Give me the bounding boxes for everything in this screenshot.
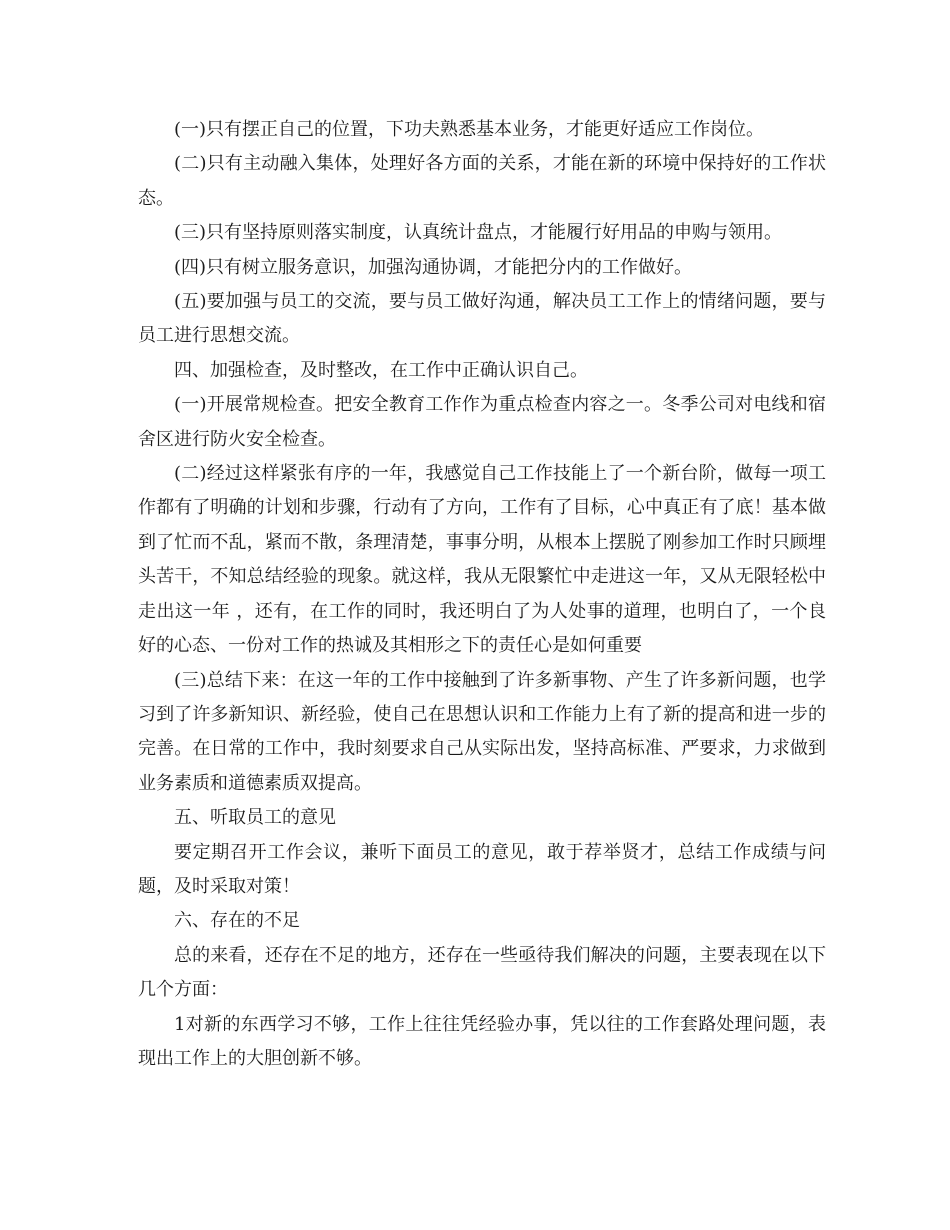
section-heading: 四、加强检查，及时整改，在工作中正确认识自己。 — [174, 359, 588, 381]
section-heading: 六、存在的不足 — [174, 910, 300, 932]
paragraph: (一)开展常规检查。把安全教育工作作为重点检查内容之一。冬季公司对电线和宿舍区进行防火安全检查。 — [138, 394, 826, 450]
paragraph: 1对新的东西学习不够，工作上往往凭经验办事，凭以往的工作套路处理问题，表现出工作上的大胆创新不够。 — [138, 1013, 826, 1069]
paragraph: (三)总结下来：在这一年的工作中接触到了许多新事物、产生了许多新问题，也学习到了许多新知识、新经验，使自己在思想认识和工作能力上有了新的提高和进一步的完善。在日常的工作中，我时刻要求自己从实际出发，坚持高标准、严要求，力求做到业务素质和道德素质双提高。 — [138, 669, 826, 794]
paragraph: (四)只有树立服务意识，加强沟通协调，才能把分内的工作做好。 — [174, 256, 693, 278]
paragraph: 要定期召开工作会议，兼听下面员工的意见，敢于荐举贤才，总结工作成绩与问题，及时采取对策！ — [138, 841, 826, 897]
paragraph: (五)要加强与员工的交流，要与员工做好沟通，解决员工工作上的情绪问题，要与员工进行思想交流。 — [138, 291, 826, 347]
paragraph: (三)只有坚持原则落实制度，认真统计盘点，才能履行好用品的申购与领用。 — [174, 222, 783, 244]
paragraph: (二)只有主动融入集体，处理好各方面的关系，才能在新的环境中保持好的工作状态。 — [138, 153, 826, 209]
document-page — [138, 113, 826, 1076]
paragraph: 总的来看，还存在不足的地方，还存在一些亟待我们解决的问题，主要表现在以下几个方面： — [138, 944, 826, 1001]
paragraph: (二)经过这样紧张有序的一年，我感觉自己工作技能上了一个新台阶，做每一项工作都有了明确的计划和步骤，行动有了方向，工作有了目标，心中真正有了底！基本做到了忙而不乱，紧而不散，条理清楚，事事分明，从根本上摆脱了刚参加工作时只顾埋头苦干，不知总结经验的现象。就这样，我从无限繁忙中走进这一年，又从无限轻松中走出这一年 ，还有，在工作的同时，我还明白了为人处事的道理，也明白了，一个良好的心态、一份对工作的热诚及其相形之下的责任心是如何重要 — [138, 463, 826, 657]
section-heading: 五、听取员工的意见 — [174, 807, 336, 829]
paragraph: (一)只有摆正自己的位置，下功夫熟悉基本业务，才能更好适应工作岗位。 — [174, 119, 765, 140]
